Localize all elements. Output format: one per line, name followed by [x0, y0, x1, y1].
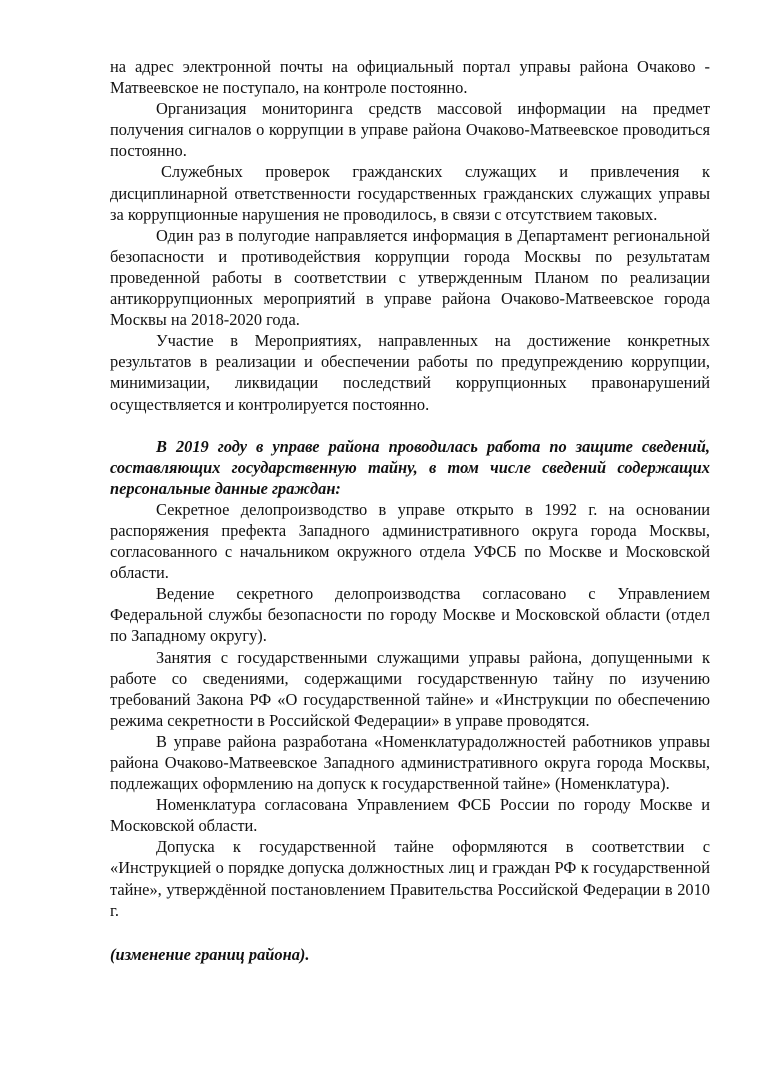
- paragraph-semiannual-report: Один раз в полугодие направляется информация в Департамент региональной безопасности и противодействия коррупции города Москвы по результатам проведенной работы в соответствии с утвержденным Планом по реализации антикоррупционных мероприятий в управе района Очаково-Матвеевское города Москвы на 2018-2020 года.: [110, 225, 710, 330]
- spacer: [110, 921, 710, 944]
- paragraph-fsb-agreement: Ведение секретного делопроизводства согласовано с Управлением Федеральной службы безопасности по городу Москве и Московской области (отдел по Западному округу).: [110, 584, 710, 646]
- section-heading-state-secret: В 2019 году в управе района проводилась работа по защите сведений, составляющих государственную тайну, в том числе сведений содержащих персональные данные граждан:: [110, 436, 710, 498]
- closing-heading-district-borders: (изменение границ района).: [110, 944, 310, 964]
- paragraph-access-clearance: Допуска к государственной тайне оформляются в соответствии с «Инструкцией о порядке допуска должностных лиц и граждан РФ к государственной тайне», утверждённой постановлением Правительства Российской Федерации в 2010 г.: [110, 837, 710, 920]
- paragraph-anticorruption-measures: Участие в Мероприятиях, направленных на достижение конкретных результатов в реализации и обеспечении работы по предупреждению коррупции, минимизации, ликвидации последствий коррупционных правонарушений осуществляется и контролируется постоянно.: [110, 331, 710, 414]
- paragraph-nomenclature-approved: Номенклатура согласована Управлением ФСБ России по городу Москве и Московской области.: [110, 795, 710, 836]
- spacer: [110, 415, 710, 436]
- paragraph-media-monitoring: Организация мониторинга средств массовой информации на предмет получения сигналов о коррупции в управе района Очаково-Матвеевское проводиться постоянно.: [110, 99, 710, 161]
- paragraph-nomenclature-developed: В управе района разработана «Номенклатурадолжностей работников управы района Очаково-Матвеевское Западного административного округа города Москвы, подлежащих оформлению на допуск к государственной тайне» (Номенклатура).: [110, 731, 710, 794]
- paragraph-official-checks: Служебных проверок гражданских служащих и привлечения к дисциплинарной ответственности государственных гражданских служащих управы за коррупционные нарушения не проводилось, в связи с отсутствием таковых.: [110, 162, 710, 224]
- paragraph-email-portal: на адрес электронной почты на официальный портал управы района Очаково - Матвеевское не поступало, на контроле постоянно.: [110, 57, 710, 98]
- document-page: [110, 56, 710, 965]
- paragraph-staff-training: Занятия с государственными служащими управы района, допущенными к работе со сведениями, содержащими государственную тайну по изучению требований Закона РФ «О государственной тайне» и «Инструкции по обеспечению режима секретности в Российской Федерации» в управе проводятся.: [110, 647, 710, 730]
- paragraph-secret-records-opened: Секретное делопроизводство в управе открыто в 1992 г. на основании распоряжения префекта Западного административного округа города Москвы, согласованного с начальником окружного отдела УФСБ по Москве и Московской области.: [110, 499, 710, 583]
